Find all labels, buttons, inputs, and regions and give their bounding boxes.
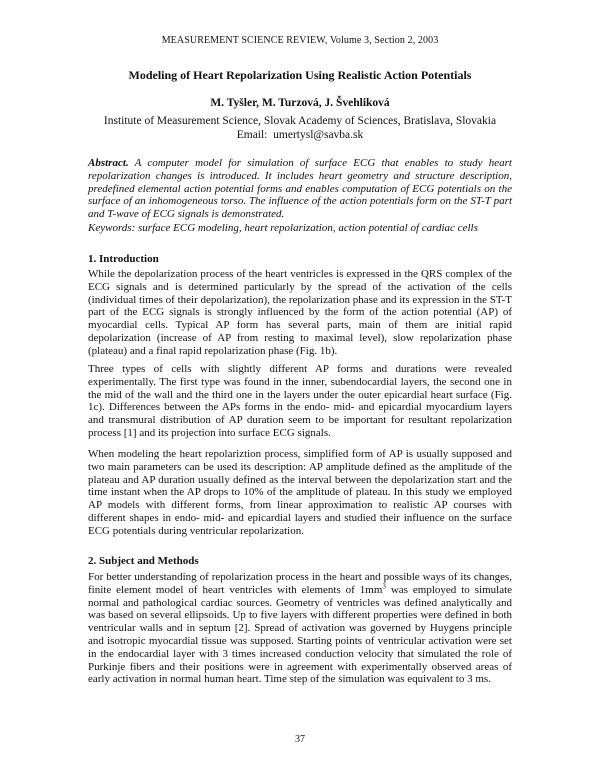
- email-address[interactable]: umertysl@savba.sk: [273, 129, 364, 141]
- paragraph: [88, 571, 512, 686]
- paragraph-text: For better understanding of repolarization process in the heart and possible ways of its changes, finite element model of heart ventricles with elements of 1mm: [88, 571, 512, 596]
- abstract-text: A computer model for simulation of surface ECG that enables to study heart repolarization changes is introduced. It includes heart geometry and structure description, predefined elemental action potential forms and enables computation of ECG potentials on the surface of an inhomogeneous torso. The influence of the action potentials form on the ST-T part and T-wave of ECG signals is demonstrated.: [88, 157, 512, 221]
- affiliation-block: [0, 114, 600, 142]
- superscript: 3: [382, 582, 386, 591]
- page-number: 37: [295, 734, 305, 745]
- section-heading-introduction: 1. Introduction: [88, 253, 159, 265]
- authors: M. Tyšler, M. Turzová, J. Švehliková: [210, 97, 390, 109]
- email-label: Email:: [236, 129, 268, 141]
- section-heading-methods: 2. Subject and Methods: [88, 555, 199, 567]
- abstract-lead: Abstract.: [88, 157, 129, 169]
- paragraph: When modeling the heart repolariztion process, simplified form of AP is usually supposed and two main parameters can be used its description: AP amplitude defined as the amplitude of the plateau and AP duration usually defined as the interval between the depolarization start and the time instant when the AP drops to 10% of the amplitude of plateau. In this study we employed AP models with different forms, from linear approximation to realistic AP courses with different shapes in endo- mid- and epicardial layers and studied their influence on the surface ECG potentials during ventricular repolarization.: [88, 448, 512, 537]
- paragraph: Three types of cells with slightly different AP forms and durations were revealed experimentally. The first type was found in the inner, subendocardial layers, the second one in the mid of the wall and the third one in the layers under the outer epicardial heart surface (Fig. 1c). Differences between the APs forms in the endo- mid- and epicardial myocardium layers and transmural distribution of AP duration seem to be important for resultant repolarization process [1] and its projection into surface ECG signals.: [88, 363, 512, 439]
- paragraph: While the depolarization process of the heart ventricles is expressed in the QRS complex of the ECG signals and is determined particularly by the spread of the activation of the cells (individual times of their depolarization), the repolarization phase and its expression in the ST-T part of the ECG signals is strongly influenced by the form of the action potential (AP) of myocardial cells. Typical AP form has several parts, main of them are initial rapid depolarization (increase of AP from resting to maximal level), slow repolarization phase (plateau) and a final rapid repolarization phase (Fig. 1b).: [88, 268, 512, 357]
- email-line: [0, 128, 600, 142]
- paper-title: Modeling of Heart Repolarization Using Realistic Action Potentials: [128, 68, 472, 82]
- affiliation: Institute of Measurement Science, Slovak Academy of Sciences, Bratislava, Slovakia: [103, 115, 497, 127]
- abstract: [88, 157, 512, 221]
- paragraph-text: was employed to simulate normal and pathological cardiac sources. Geometry of ventricles was defined analytically and was based on several ellipsoids. Up to five layers with different properties were defined in both ventricular walls and in septum [2]. Spread of activation was governed by Huygens principle and isotropic myocardial tissue was supposed. Starting points of ventricular activation were set in the endocardial layer with 3 times increased conduction velocity that simulated the role of Purkinje fibers and their positions were in agreement with experimentally observed areas of early activation in normal human heart. Time step of the simulation was equivalent to 3 ms.: [88, 583, 513, 686]
- keywords: Keywords: surface ECG modeling, heart repolarization, action potential of cardiac cells: [88, 222, 478, 234]
- running-head: MEASUREMENT SCIENCE REVIEW, Volume 3, Section 2, 2003: [161, 35, 439, 46]
